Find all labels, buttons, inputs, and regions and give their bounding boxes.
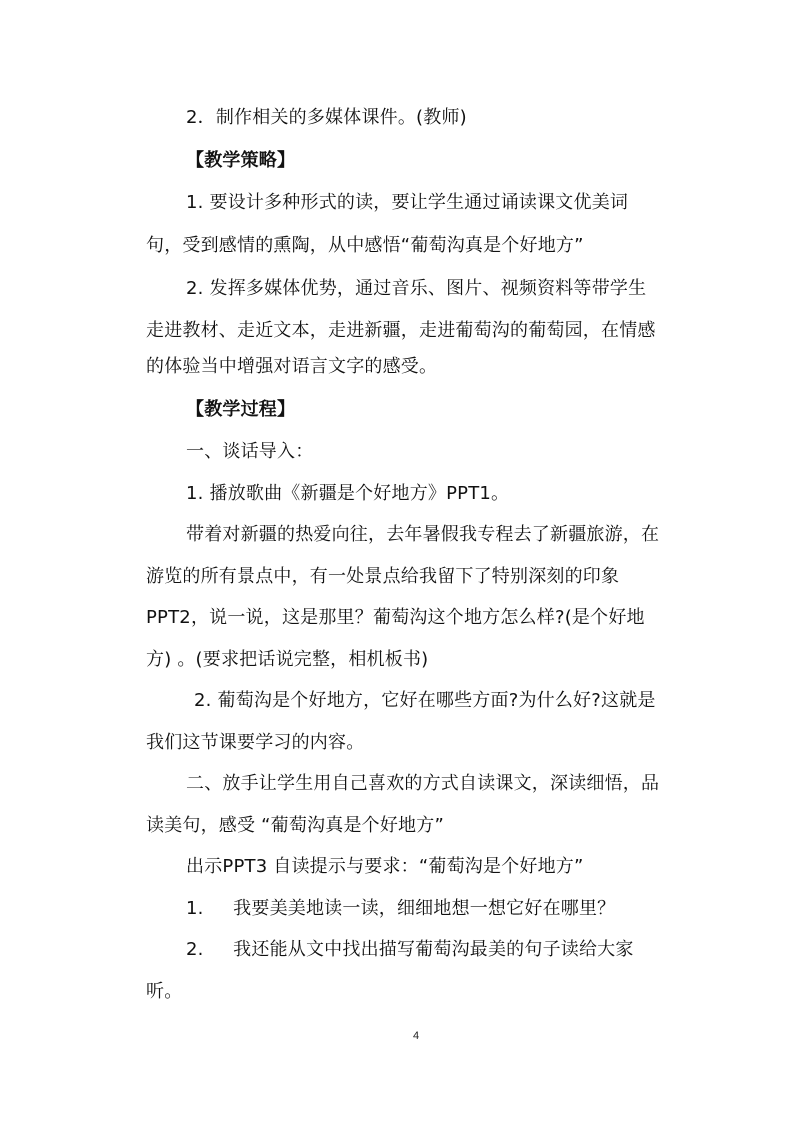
section-heading-process: 【教学过程】: [186, 399, 296, 420]
text-line: 游览的所有景点中，有一处景点给我留下了特别深刻的印象: [146, 566, 620, 587]
text-line: 2. 我还能从文中找出描写葡萄沟最美的句子读给大家: [186, 939, 634, 960]
text-line: 走进教材、走近文本，走进新疆，走进葡萄沟的葡萄园，在情感: [146, 320, 656, 341]
text-line: 听。: [146, 981, 183, 1002]
page-number: 4: [413, 1030, 420, 1042]
text-line: 1. 播放歌曲《新疆是个好地方》PPT1。: [186, 483, 510, 504]
text-line: 2．制作相关的多媒体课件。(教师): [186, 107, 467, 128]
text-line: 二、放手让学生用自己喜欢的方式自读课文，深读细悟，品: [186, 773, 660, 794]
text-line: 的体验当中增强对语言文字的感受。: [146, 356, 438, 377]
text-line: 方) 。(要求把话说完整，相机板书): [146, 649, 429, 670]
text-line: 出示PPT3 自读提示与要求：“葡萄沟是个好地方”: [186, 856, 584, 877]
text-line: 句，受到感情的熏陶，从中感悟“葡萄沟真是个好地方”: [146, 235, 584, 256]
text-line: PPT2，说一说，这是那里？葡萄沟这个地方怎么样?(是个好地: [146, 607, 645, 628]
text-line: 一、谈话导入：: [186, 441, 314, 462]
text-line: 带着对新疆的热爱向往，去年暑假我专程去了新疆旅游，在: [186, 524, 660, 545]
text-line: 读美句，感受 “葡萄沟真是个好地方”: [146, 815, 444, 836]
text-line: 我们这节课要学习的内容。: [146, 732, 365, 753]
text-line: 1. 我要美美地读一读，细细地想一想它好在哪里？: [186, 898, 616, 919]
section-heading-strategy: 【教学策略】: [186, 150, 296, 171]
text-line: 1. 要设计多种形式的读，要让学生通过诵读课文优美词: [186, 192, 629, 213]
text-line: 2. 葡萄沟是个好地方，它好在哪些方面?为什么好?这就是: [194, 690, 656, 711]
text-line: 2. 发挥多媒体优势，通过音乐、图片、视频资料等带学生: [186, 278, 647, 299]
